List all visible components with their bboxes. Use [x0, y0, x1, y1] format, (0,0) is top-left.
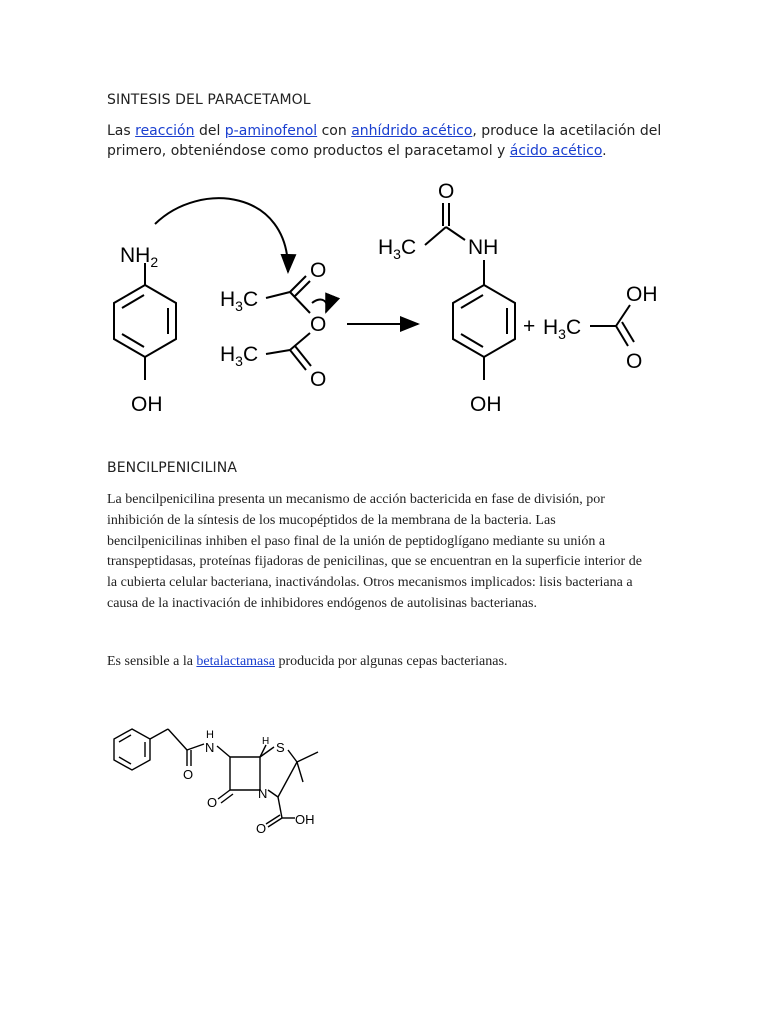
label-n-lactam: N: [258, 786, 268, 801]
text-del: del: [194, 123, 225, 139]
label-nh-paracetamol: NH: [468, 236, 499, 259]
paragraph-bencilpenicilina: La bencilpenicilina presenta un mecanismo de acción bactericida en fase de división, por inhibición de la síntesis de los mucopéptidos de la membrana de la bacteria. Las bencilpenicilinas inhiben el paso final de la unión de peptidoglígano mediante su unión a transpeptidasas, proteínas fijadoras de penicilinas, que se encuentran en la superficie interior de la cubierta celular bacteriana, inactivándolas. Otros mecanismos implicados: lisis bacteriana a causa de la inactivación de inhibidores endógenos de autolisinas bacterianas.: [107, 492, 642, 611]
label-o-carboxyl: O: [256, 821, 267, 836]
link-anhidrido-acetico[interactable]: anhídrido acético: [351, 123, 473, 139]
text-rest: , produce la acetilación del primero, obteniéndose como productos el paracetamol y: [107, 123, 662, 159]
label-n-amide: N: [205, 740, 215, 755]
label-oh-carboxyl: OH: [295, 812, 315, 827]
label-o-carbonyl-top: O: [310, 259, 327, 282]
label-s: S: [276, 740, 285, 755]
label-o-carbonyl-bottom: O: [310, 368, 327, 391]
link-betalactamasa[interactable]: betalactamasa: [196, 654, 275, 669]
label-h3c-top: $H_3C$: [220, 288, 259, 314]
label-oh-paracetamol: OH: [470, 393, 502, 416]
link-reaccion[interactable]: reacción: [135, 123, 195, 139]
section-title-bencilpenicilina: BENCILPENICILINA: [107, 460, 237, 476]
section-title-paracetamol: SINTESIS DEL PARACETAMOL: [107, 92, 311, 108]
link-acido-acetico[interactable]: ácido acético: [509, 143, 603, 159]
label-h3c-paracetamol: $H_3C$: [378, 236, 417, 262]
label-h3c-acetic: $H_3C$: [543, 316, 582, 342]
paragraph-paracetamol-intro: [107, 121, 667, 161]
label-plus: +: [523, 315, 536, 338]
label-h3c-bottom: $H_3C$: [220, 343, 259, 369]
label-h-bridgehead: H: [262, 736, 270, 747]
label-oh-aminophenol: OH: [131, 393, 163, 416]
label-h-amide: H: [206, 729, 214, 741]
text-con: con: [317, 123, 352, 139]
label-o-acetic: O: [626, 350, 643, 373]
paragraph-sensibilidad: [107, 652, 652, 672]
label-o-amide: O: [183, 767, 194, 782]
label-o-lactam: O: [207, 795, 218, 810]
text-sens-post: producida por algunas cepas bacterianas.: [274, 654, 508, 669]
label-o-paracetamol: O: [438, 180, 455, 203]
label-o-bridge: O: [310, 313, 327, 336]
text-sens-pre: Es sensible a la: [107, 654, 197, 669]
bencilpenicilina-structure: [0, 700, 400, 850]
text-end: .: [602, 143, 607, 159]
paracetamol-reaction-scheme: [0, 170, 768, 430]
text-las: Las: [107, 123, 136, 139]
label-oh-acetic: OH: [626, 283, 658, 306]
label-nh2: $NH_2$: [120, 244, 159, 270]
link-p-aminofenol[interactable]: p-aminofenol: [224, 123, 318, 139]
